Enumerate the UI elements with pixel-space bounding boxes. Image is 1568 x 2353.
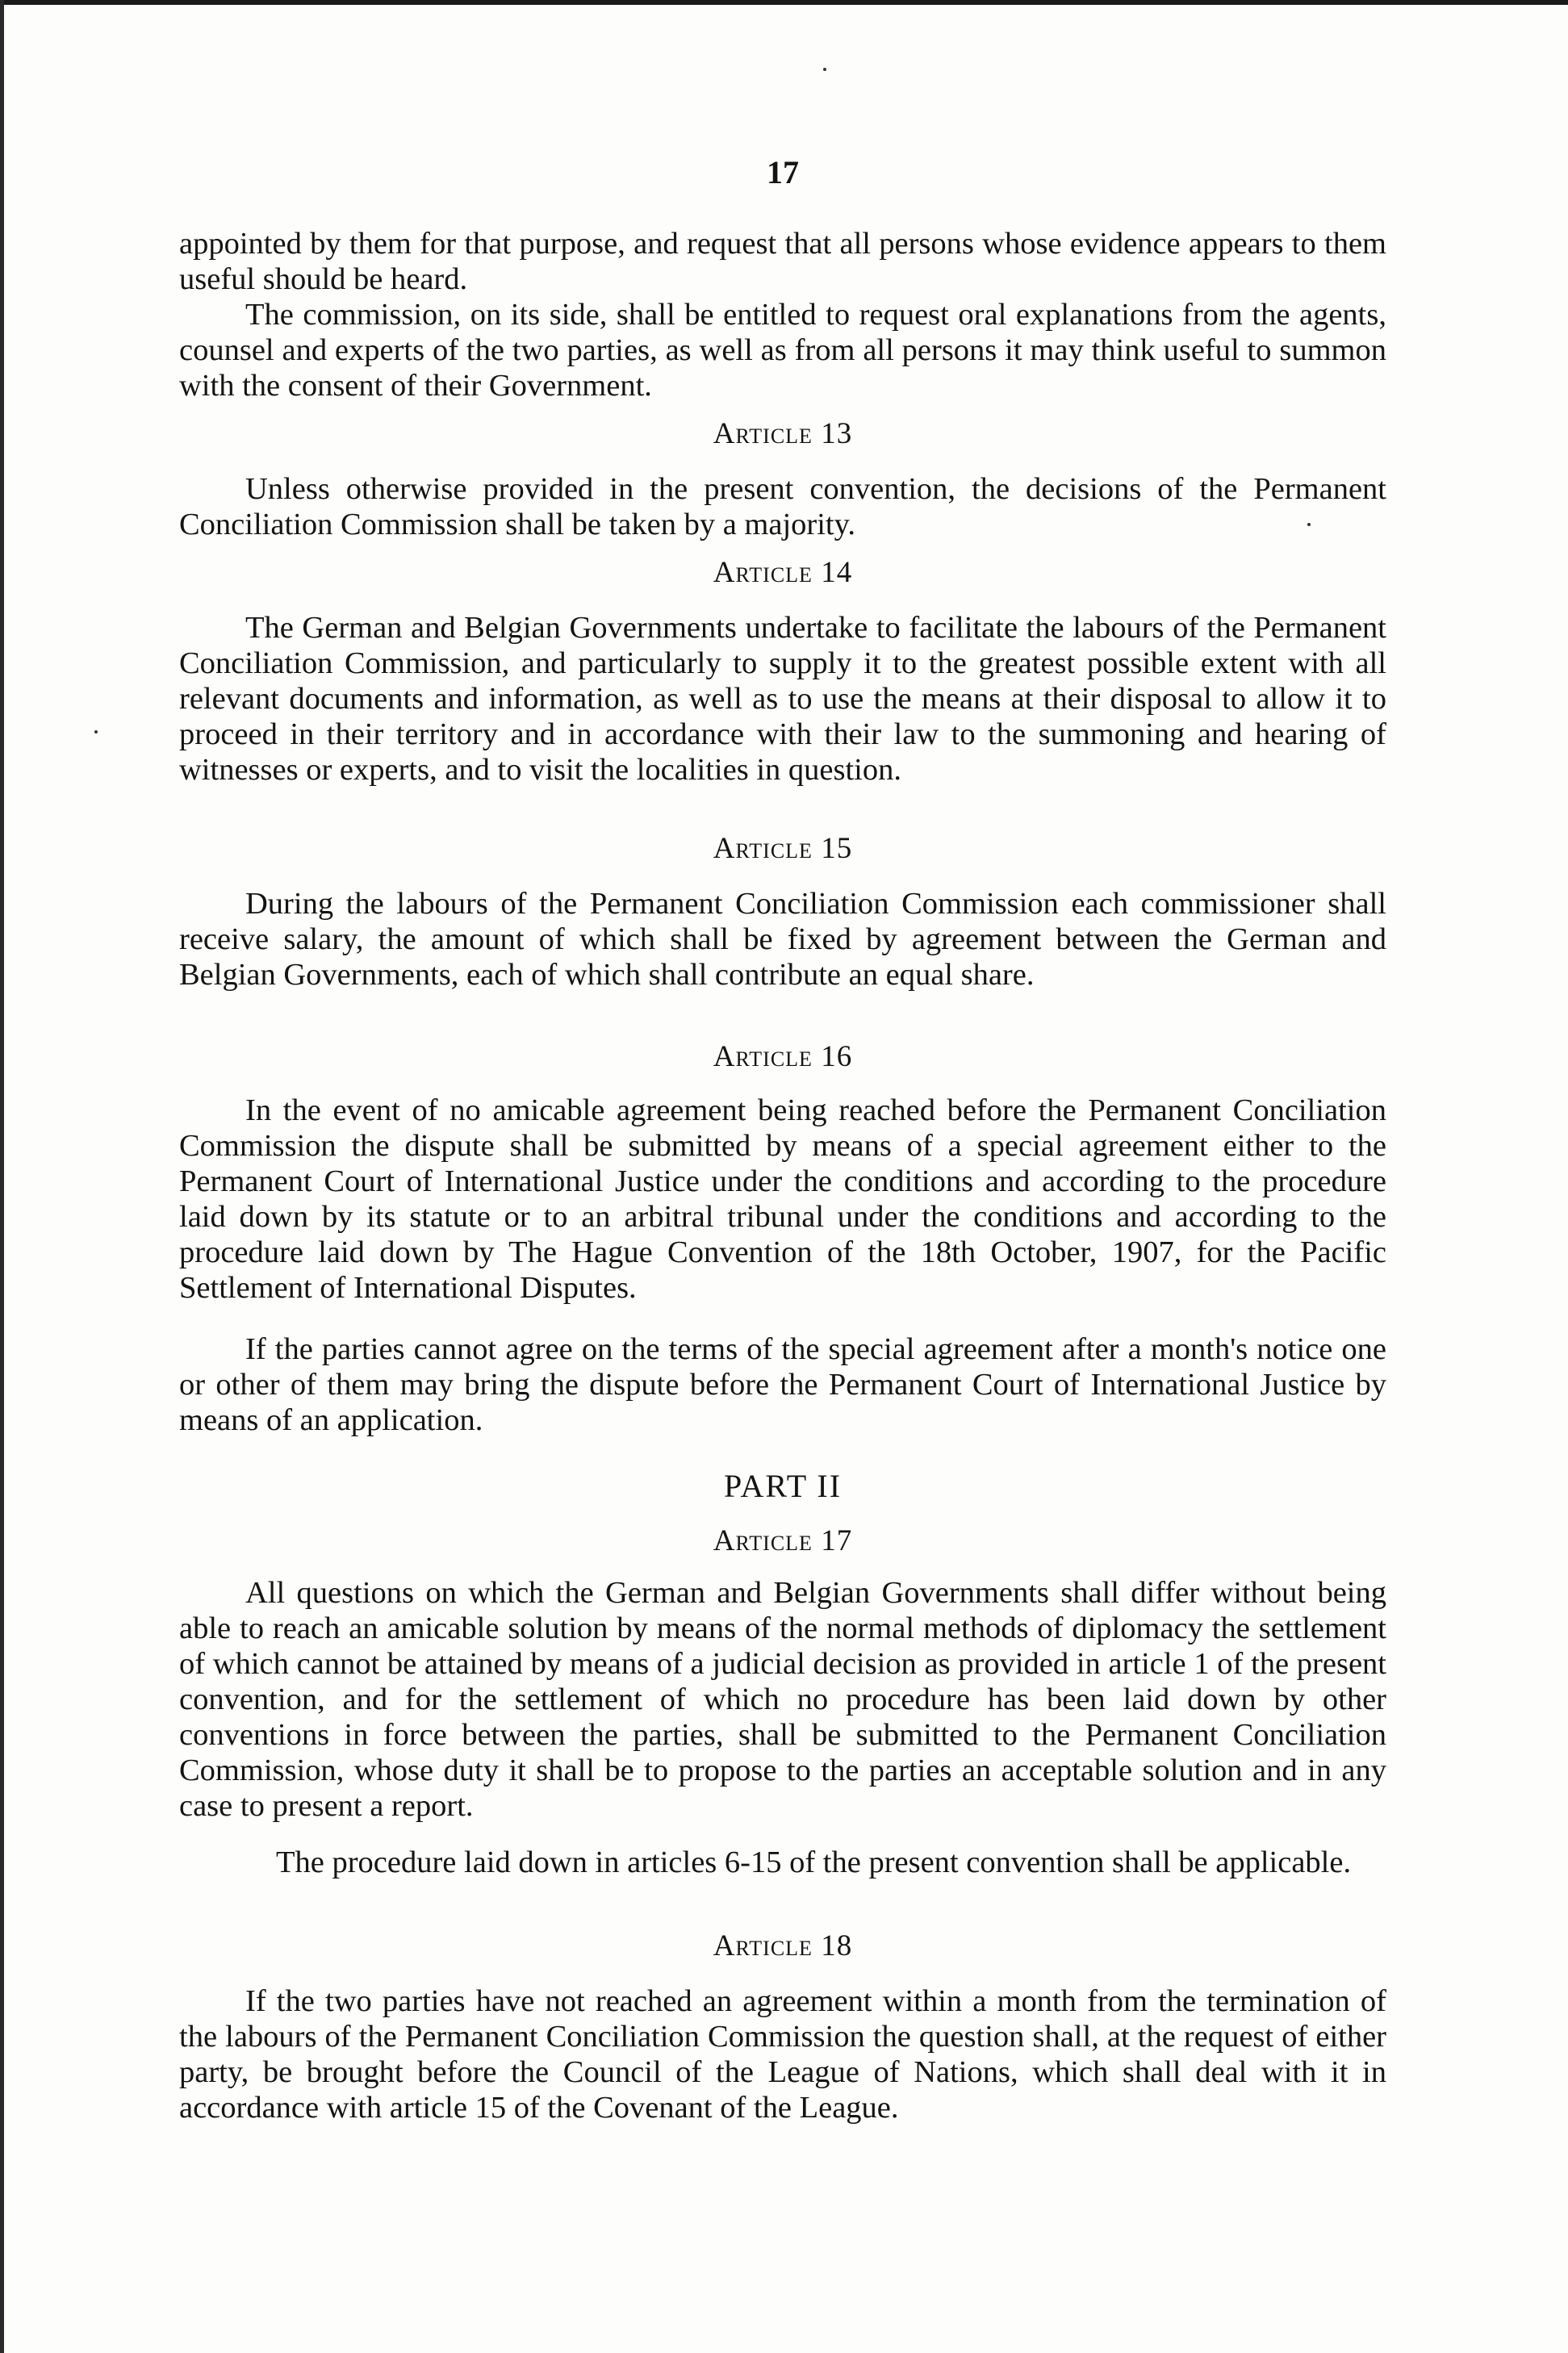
article-18-heading: Article 18 (713, 1929, 853, 1962)
scan-top-border (0, 0, 1568, 5)
article-18-text: If the two parties have not reached an agreement within a month from the termination of the labours of the Permanent Conciliation Commission the question shall, at the request of either party, be brought before the Council of the League of Nations, which shall deal with it in accordance with article 15 of the Covenant of the League. (179, 1984, 1386, 2125)
article-16-special-agreement: If the parties cannot agree on the terms of the special agreement after a month's notice one or other of them may bring the dispute before the Permanent Court of International Justice by means of an application. (179, 1332, 1386, 1437)
article-17-heading: Article 17 (713, 1524, 853, 1557)
paragraph-commission-explanations: The commission, on its side, shall be entitled to request oral explanations from the agents, counsel and experts of the two parties, as well as from all persons it may think useful to summon with the consent of their Government. (179, 298, 1386, 403)
article-17-procedure: The procedure laid down in articles 6-15 of the present convention shall be applicable. (276, 1845, 1352, 1879)
article-16-text: In the event of no amicable agreement being reached before the Permanent Conciliation Commission the dispute shall be submitted by means of a special agreement either to the Permanent Court of International Justice under the conditions and according to the procedure laid down by its statute or to an arbitral tribunal under the conditions and according to the procedure laid down by The Hague Convention of the 18th October, 1907, for the Pacific Settlement of International Disputes. (179, 1093, 1386, 1305)
article-17-text: All questions on which the German and Belgian Governments shall differ without being able to reach an amicable solution by means of the normal methods of diplomacy the settlement of which cannot be attained by means of a judicial decision as provided in article 1 of the present convention, and for the settlement of which no procedure has been laid down by other conventions in force between the parties, shall be submitted to the Permanent Conciliation Commission, whose duty it shall be to propose to the parties an acceptable solution and in any case to present a report. (179, 1576, 1386, 1823)
article-15-heading: Article 15 (713, 832, 853, 865)
paragraph-continuation: appointed by them for that purpose, and request that all persons whose evidence appears to them useful should be heard. (179, 227, 1386, 296)
article-14-text: The German and Belgian Governments undertake to facilitate the labours of the Permanent Conciliation Commission, and particularly to supply it to the greatest possible extent with all relevant documents and information, as well as to use the means at their disposal to allow it to proceed in their territory and in accordance with their law to the summoning and hearing of witnesses or experts, and to visit the localities in question. (179, 611, 1386, 787)
article-16-heading: Article 16 (713, 1040, 853, 1073)
part-ii-heading: PART II (723, 1468, 843, 1504)
scan-speck (823, 68, 826, 71)
scan-left-border (0, 0, 4, 2353)
article-13-text: Unless otherwise provided in the present convention, the decisions of the Permanent Conciliation Commission shall be taken by a majority. (179, 472, 1386, 541)
page-number: 17 (767, 154, 799, 190)
article-13-heading: Article 13 (713, 417, 853, 450)
scan-speck (94, 730, 98, 733)
article-14-heading: Article 14 (713, 556, 853, 589)
article-15-text: During the labours of the Permanent Conciliation Commission each commissioner shall receive salary, the amount of which shall be fixed by agreement between the German and Belgian Governments, each of which shall contribute an equal share. (179, 887, 1386, 992)
